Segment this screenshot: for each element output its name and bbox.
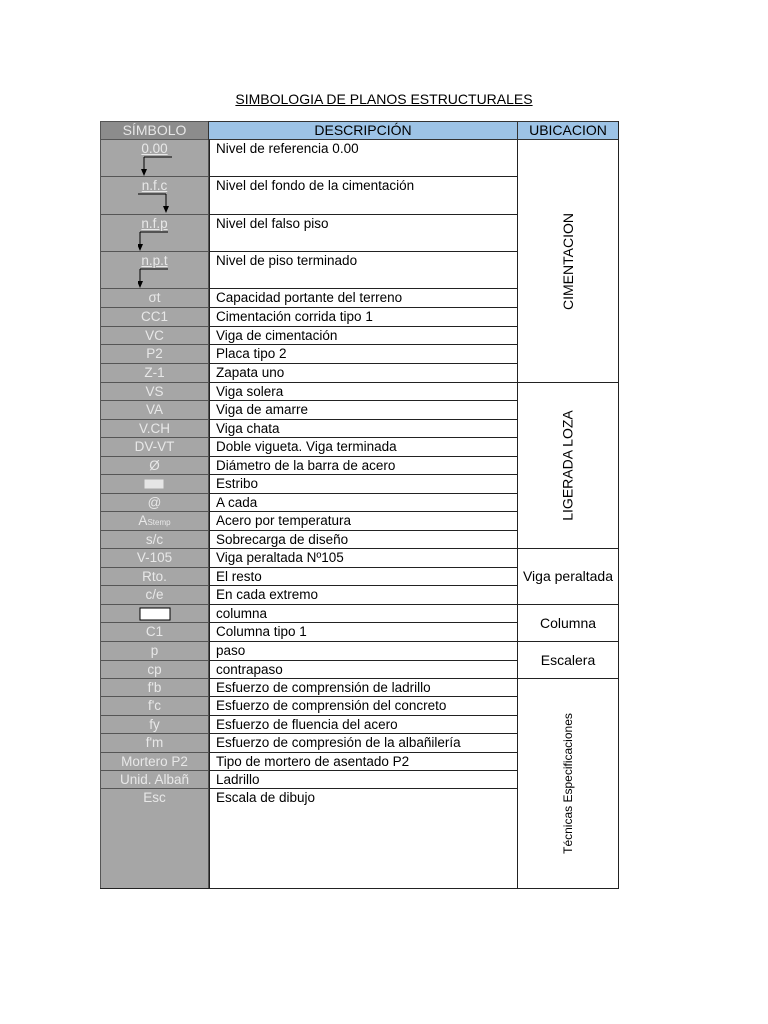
location-group — [517, 605, 619, 642]
symbol-cell — [100, 215, 209, 232]
description-cell: Viga chata — [209, 420, 518, 438]
symbol-cell — [100, 753, 209, 770]
symbol-text: cp — [147, 662, 162, 677]
page-title: SIMBOLOGIA DE PLANOS ESTRUCTURALES — [235, 91, 533, 107]
symbol-cell — [100, 568, 209, 585]
location-label: Viga peraltada — [522, 568, 614, 584]
description-cell: Viga peraltada Nº105 — [209, 549, 518, 568]
symbol-text: p — [150, 643, 159, 658]
symbol-cell — [100, 697, 209, 714]
location-group — [517, 679, 619, 889]
description-cell: Doble vigueta. Viga terminada — [209, 438, 518, 457]
symbol-cell — [100, 401, 209, 418]
symbol-text: VC — [145, 328, 164, 343]
symbol-divider — [100, 474, 209, 475]
column-section-icon — [139, 607, 171, 621]
description-cell: Nivel del falso piso — [209, 215, 518, 252]
symbol-text: s/c — [145, 532, 164, 547]
symbol-cell — [100, 531, 209, 548]
description-cell: Zapata uno — [209, 364, 518, 383]
header-ubicacion: UBICACION — [517, 121, 619, 140]
symbol-cell — [100, 642, 209, 659]
symbol-text: A — [138, 513, 148, 528]
symbol-text: σt — [148, 290, 161, 305]
symbol-cell — [100, 457, 209, 474]
description-cell: El resto — [209, 568, 518, 586]
location-label: CIMENTACION — [559, 212, 576, 310]
location-group — [517, 642, 619, 679]
symbol-cell — [100, 512, 209, 531]
description-cell: Placa tipo 2 — [209, 345, 518, 364]
symbol-text: CC1 — [140, 309, 168, 324]
description-cell: Diámetro de la barra de acero — [209, 457, 518, 475]
symbol-cell — [100, 252, 209, 269]
symbol-text: f'c — [147, 698, 162, 713]
description-cell: Viga solera — [209, 383, 518, 401]
symbol-text: Mortero P2 — [121, 754, 188, 769]
symbol-cell — [100, 383, 209, 400]
description-cell: Estribo — [209, 475, 518, 494]
symbol-text: Esc — [143, 790, 166, 805]
description-cell: Escala de dibujo — [209, 789, 518, 889]
symbol-text: @ — [147, 495, 162, 510]
symbol-text: n.f.p — [141, 216, 168, 231]
symbol-text: f'b — [147, 680, 162, 695]
description-cell: Acero por temperatura — [209, 512, 518, 531]
description-cell: Cimentación corrida tipo 1 — [209, 308, 518, 327]
location-label: Escalera — [540, 651, 596, 668]
symbol-cell — [100, 586, 209, 603]
symbol-text: 0.00 — [141, 141, 168, 156]
symbol-text: n.p.t — [141, 253, 168, 268]
symbol-text: Unid. Albañ — [119, 772, 190, 787]
stirrup-icon — [144, 479, 164, 489]
location-label: Columna — [539, 614, 597, 631]
symbol-text: f'm — [145, 735, 164, 750]
location-group — [517, 140, 619, 383]
description-cell: Nivel de referencia 0.00 — [209, 140, 518, 177]
symbol-text: V.CH — [138, 421, 170, 436]
symbol-text: n.f.c — [141, 178, 168, 193]
symbol-cell — [100, 308, 209, 325]
description-cell: Sobrecarga de diseño — [209, 531, 518, 549]
symbol-subscript: Stemp — [147, 518, 171, 527]
description-cell: Esfuerzo de compresión de la albañilería — [209, 734, 518, 753]
location-label: Técnicas Especificaciones — [560, 713, 575, 854]
symbol-text: c/e — [145, 587, 164, 602]
table-right-border — [618, 121, 619, 889]
symbol-cell — [100, 623, 209, 640]
symbol-text: fy — [149, 717, 160, 732]
description-cell: contrapaso — [209, 661, 518, 679]
description-cell: Esfuerzo de fluencia del acero — [209, 716, 518, 734]
description-cell: columna — [209, 605, 518, 623]
symbol-cell — [100, 679, 209, 696]
symbol-cell — [100, 549, 209, 566]
symbol-text: DV-VT — [134, 439, 175, 454]
header-descripcion: DESCRIPCIÓN — [208, 121, 518, 140]
description-cell: paso — [209, 642, 518, 661]
symbol-cell — [100, 438, 209, 455]
symbol-cell — [100, 140, 209, 157]
symbol-text: Z-1 — [144, 365, 165, 380]
description-cell: Capacidad portante del terreno — [209, 289, 518, 308]
location-group — [517, 549, 619, 605]
symbol-cell — [100, 345, 209, 362]
symbol-cell — [100, 789, 209, 806]
description-cell: Ladrillo — [209, 771, 518, 789]
table-bottom-border — [100, 888, 619, 889]
description-cell: Nivel del fondo de la cimentación — [209, 177, 518, 215]
symbol-cell — [100, 771, 209, 788]
symbol-cell — [100, 364, 209, 381]
header-simbolo: SÍMBOLO — [100, 121, 209, 140]
description-cell: Esfuerzo de comprensión del concreto — [209, 697, 518, 716]
symbol-divider — [100, 604, 209, 605]
symbol-cell — [100, 734, 209, 751]
description-cell: Tipo de mortero de asentado P2 — [209, 753, 518, 771]
description-cell: Viga de amarre — [209, 401, 518, 420]
symbol-text: P2 — [146, 346, 163, 361]
description-cell: A cada — [209, 494, 518, 512]
location-label: LIGERADA LOZA — [559, 410, 576, 521]
description-cell: Viga de cimentación — [209, 327, 518, 345]
symbol-cell — [100, 327, 209, 344]
symbol-table — [100, 121, 619, 889]
description-cell: Columna tipo 1 — [209, 623, 518, 642]
symbol-cell — [100, 177, 209, 194]
symbol-text: V-105 — [136, 550, 173, 565]
symbol-text: VA — [145, 402, 163, 417]
description-cell: Nivel de piso terminado — [209, 252, 518, 289]
description-cell: En cada extremo — [209, 586, 518, 605]
symbol-text: Rto. — [142, 569, 167, 584]
symbol-cell — [100, 289, 209, 306]
symbol-text: VS — [145, 384, 164, 399]
symbol-cell — [100, 716, 209, 733]
description-cell: Esfuerzo de comprensión de ladrillo — [209, 679, 518, 697]
symbol-cell — [100, 420, 209, 437]
symbol-cell — [100, 494, 209, 511]
symbol-text: Ø — [149, 458, 160, 473]
symbol-cell — [100, 661, 209, 678]
symbol-text: C1 — [145, 624, 164, 639]
location-group — [517, 383, 619, 549]
